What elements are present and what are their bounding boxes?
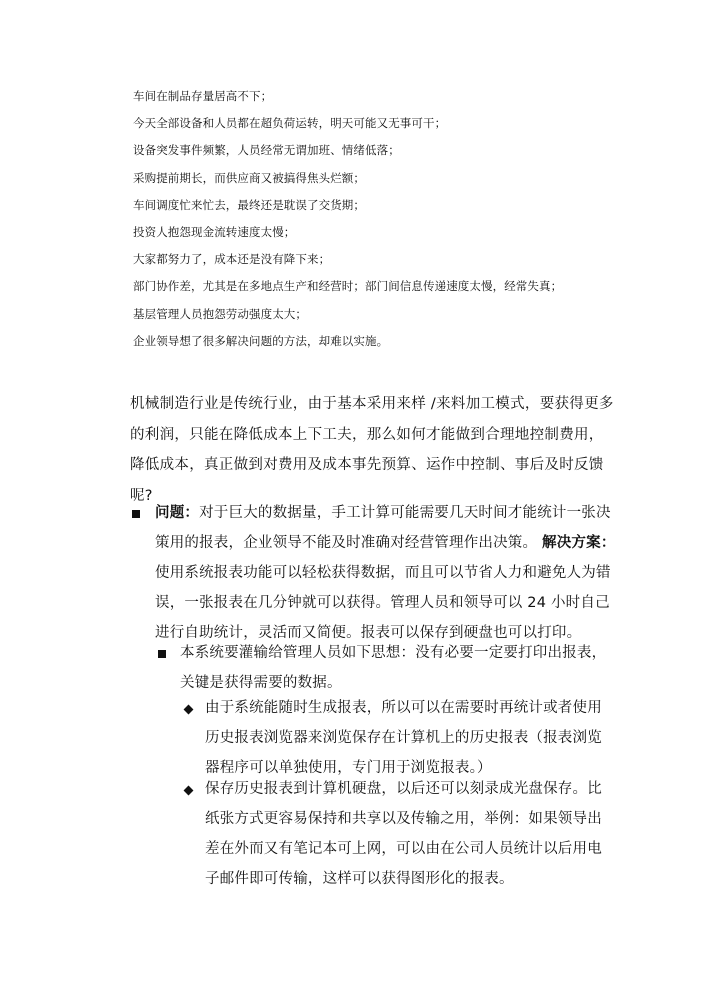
report-generation-text — [205, 693, 602, 783]
intro-line: 机械制造行业是传统行业，由于基本采用来样 /来料加工模式，要获得更多 — [130, 396, 614, 412]
point-line: 保存历史报表到计算机硬盘，以后还可以刻录成光盘保存。比 — [205, 781, 602, 797]
problem-item: 部门协作差，尤其是在多地点生产和经营时；部门间信息传递速度太慢，经常失真； — [133, 279, 563, 294]
problem-item: 今天全部设备和人员都在超负荷运转，明天可能又无事可干； — [133, 116, 447, 131]
point-line: 器程序可以单独使用，专门用于浏览报表。） — [205, 760, 492, 776]
intro-paragraph — [130, 389, 614, 511]
solution-line: 使用系统报表功能可以轻松获得数据，而且可以节省人力和避免人为错 — [155, 565, 611, 581]
problem-item: 设备突发事件频繁，人员经常无谓加班、情绪低落； — [133, 143, 400, 158]
diamond-bullet-icon — [184, 705, 194, 715]
point-line: 由于系统能随时生成报表，所以可以在需要时再统计或者使用 — [205, 700, 602, 716]
management-idea-text — [180, 638, 606, 698]
idea-line: 本系统要灌输给管理人员如下思想：没有必要一定要打印出报表， — [180, 645, 607, 661]
problem-item: 投资人抱怨现金流转速度太慢； — [133, 224, 296, 239]
problem-line — [155, 498, 616, 528]
intro-line: 降低成本，真正做到对费用及成本事先预算、运作中控制、事后及时反馈 — [130, 457, 604, 473]
problem-line — [155, 528, 616, 558]
problem-solution-text — [155, 498, 616, 648]
point-line: 纸张方式更容易保持和共享以及传输之用，举例：如果领导出 — [205, 811, 602, 827]
intro-line: 呢? — [130, 487, 153, 504]
solution-label: 解决方案： — [542, 535, 616, 551]
problem-item: 车间调度忙来忙去，最终还是耽误了交货期； — [133, 197, 365, 212]
problem-text: 策用的报表，企业领导不能及时准确对经营管理作出决策。 — [155, 535, 538, 551]
square-bullet-icon — [158, 650, 166, 658]
idea-line: 关键是获得需要的数据。 — [180, 675, 342, 691]
problem-list — [133, 88, 603, 360]
problem-text: 对于巨大的数据量，手工计算可能需要几天时间才能统计一张决 — [199, 505, 611, 521]
diamond-bullet-icon — [184, 786, 194, 796]
point-line: 差在外而又有笔记本可上网，可以由在公司人员统计以后用电 — [205, 841, 602, 857]
problem-label: 问题： — [155, 505, 200, 521]
solution-line: 误，一张报表在几分钟就可以获得。管理人员和领导可以 24 小时自己 — [155, 595, 610, 611]
point-line: 子邮件即可传输，这样可以获得图形化的报表。 — [205, 871, 514, 887]
problem-item: 车间在制品存量居高不下； — [133, 89, 273, 103]
report-storage-text — [205, 774, 602, 894]
problem-item: 采购提前期长，而供应商又被搞得焦头烂额； — [133, 170, 365, 185]
solution-line: 进行自助统计，灵活而又简便。报表可以保存到硬盘也可以打印。 — [155, 625, 582, 641]
intro-line: 的利润，只能在降低成本上下工夫，那么如何才能做到合理地控制费用， — [130, 426, 604, 443]
problem-item: 基层管理人员抱怨劳动强度太大； — [133, 306, 307, 321]
square-bullet-icon — [132, 510, 140, 518]
problem-item: 企业领导想了很多解决问题的方法，却难以实施。 — [133, 333, 389, 348]
point-line: 历史报表浏览器来浏览保存在计算机上的历史报表（报表浏览 — [205, 730, 602, 746]
problem-item: 大家都努力了，成本还是没有降下来； — [133, 252, 331, 267]
